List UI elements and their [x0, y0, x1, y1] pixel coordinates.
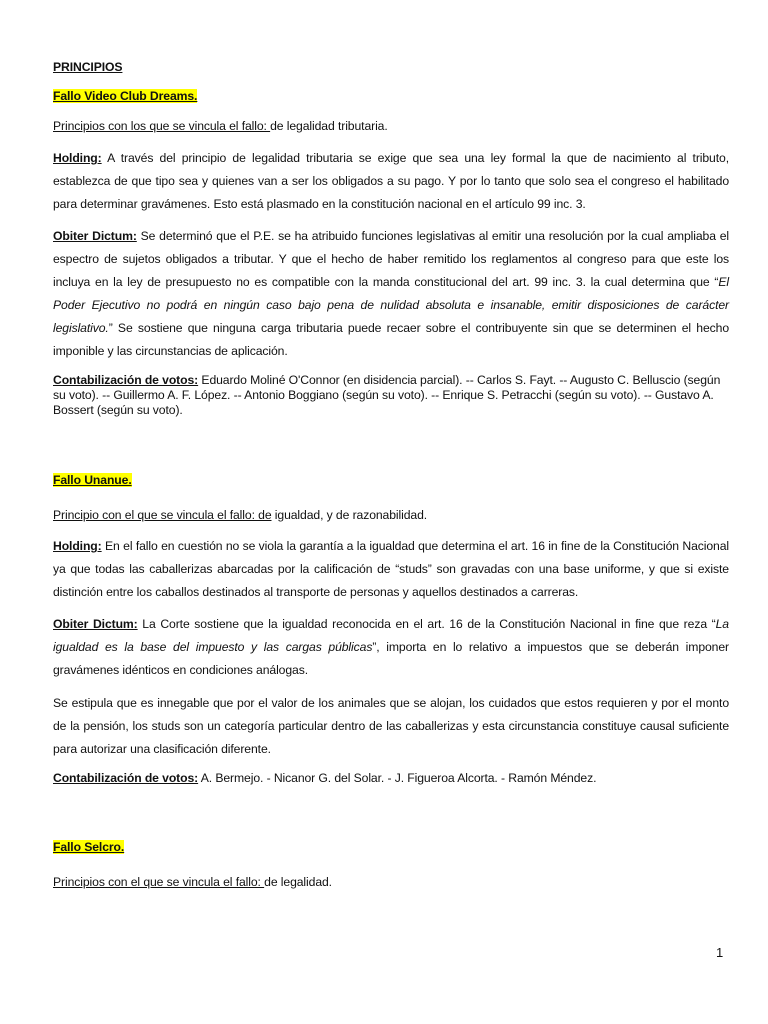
case-title: Fallo Video Club Dreams. [53, 89, 198, 103]
page-number: 1 [716, 945, 724, 960]
section-heading: PRINCIPIOS [53, 60, 123, 74]
document-content [53, 60, 729, 889]
case-obiter-dictum: Obiter Dictum: Se determinó que el P.E. se ha atribuido funciones legislativas al emitir una resolución por la cual ampliaba el espectro de sujetos obligados a tributar. Y que el hecho de haber remitido los reglamentos al congreso para que este los incluya en la ley de presupuesto no es compatible con la manda constitucional del art. 99 inc. 3. la cual determina que “El Poder Ejecutivo no podrá en ningún caso bajo pena de nulidad absoluta e insanable, emitir disposiciones de carácter legislativo.” Se sostiene que ninguna carga tributaria puede recaer sobre el contribuyente sin que se determinen el hecho imponible y las circunstancias de aplicación. [53, 229, 729, 358]
case-obiter-dictum: Obiter Dictum: La Corte sostiene que la igualdad reconocida en el art. 16 de la Constitución Nacional in fine que reza “La igualdad es la base del impuesto y las cargas públicas”, importa en lo relativo a impuestos que se deberán imponer gravámenes idénticos en condiciones análogas. [53, 617, 729, 677]
case-votes: Contabilización de votos: A. Bermejo. - Nicanor G. del Solar. - J. Figueroa Alcorta. - Ramón Méndez. [53, 771, 597, 785]
case-holding: Holding: En el fallo en cuestión no se viola la garantía a la igualdad que determina el art. 16 in fine de la Constitución Nacional ya que todas las caballerizas abarcadas por la calificación de “studs” son gravadas con una base uniforme, y que si existe distinción entre los caballos destinados al transporte de personas y aquellos destinados a carreras. [53, 539, 729, 599]
case-principles: Principios con el que se vincula el fallo: de legalidad. [53, 875, 332, 889]
case-extra-paragraph: Se estipula que es innegable que por el valor de los animales que se alojan, los cuidados que estos requieren y por el monto de la pensión, los studs son un categoría particular dentro de las caballerizas y esta circunstancia constituye causal suficiente para autorizar una clasificación diferente. [53, 696, 729, 756]
case-principles: Principio con el que se vincula el fallo: de igualdad, y de razonabilidad. [53, 508, 428, 522]
case-title: Fallo Selcro. [53, 840, 125, 854]
case-votes: Contabilización de votos: Eduardo Moliné O'Connor (en disidencia parcial). -- Carlos S. Fayt. -- Augusto C. Belluscio (según su voto). -- Guillermo A. F. López. -- Antonio Boggiano (según su voto). -- Enrique S. Petracchi (según su voto). -- Gustavo A. Bossert (según su voto). [53, 373, 721, 417]
case-holding: Holding: A través del principio de legalidad tributaria se exige que sea una ley formal la que de nacimiento al tributo, establezca de que tipo sea y quienes van a ser los obligados a su pago. Y por lo tanto que solo sea el congreso el habilitado para determinar gravámenes. Esto está plasmado en la constitución nacional en el artículo 99 inc. 3. [53, 151, 729, 211]
case-title: Fallo Unanue. [53, 473, 132, 487]
case-principles: Principios con los que se vincula el fallo: de legalidad tributaria. [53, 119, 388, 133]
